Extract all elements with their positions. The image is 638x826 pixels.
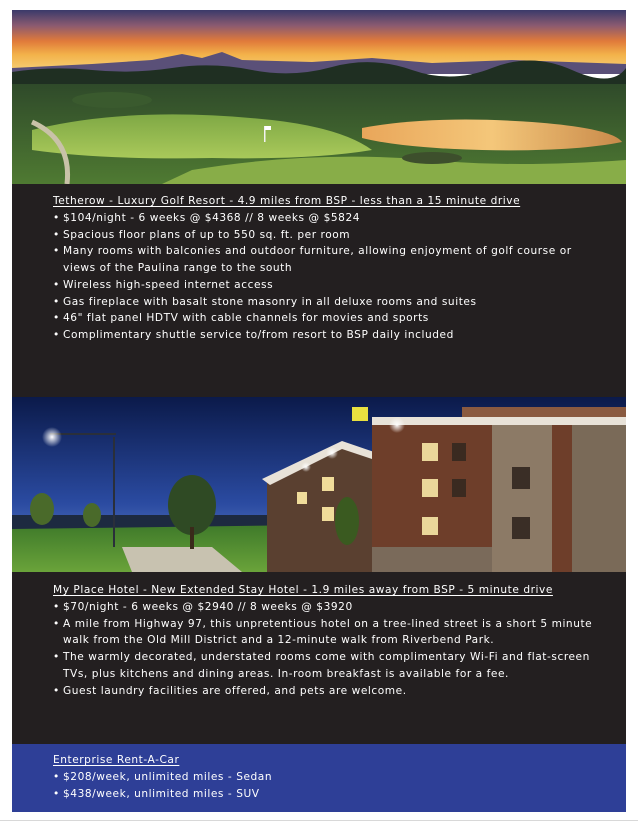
resort-bullet: • Spacious floor plans of up to 550 sq. ft. per room bbox=[53, 227, 593, 244]
resort-bullet: • Complimentary shuttle service to/from resort to BSP daily included bbox=[53, 327, 593, 344]
hotel-heading-link[interactable]: My Place Hotel - New Extended Stay Hotel - 1.9 miles away from BSP - 5 minute drive bbox=[53, 584, 553, 596]
resort-bullet: • Many rooms with balconies and outdoor furniture, allowing enjoyment of golf course or views of the Paulina range to the south bbox=[53, 243, 593, 276]
car-rental-heading-link[interactable]: Enterprise Rent-A-Car bbox=[53, 754, 180, 766]
resort-heading-link[interactable]: Tetherow - Luxury Golf Resort - 4.9 miles from BSP - less than a 15 minute drive bbox=[53, 195, 521, 207]
hotel-bullet: • Guest laundry facilities are offered, and pets are welcome. bbox=[53, 683, 593, 700]
car-rental-bullet: • $208/week, unlimited miles - Sedan bbox=[53, 769, 593, 786]
hotel-details bbox=[53, 582, 593, 699]
page-bottom-divider bbox=[0, 820, 638, 821]
car-rental-details bbox=[53, 752, 593, 802]
hotel-photo bbox=[12, 397, 626, 572]
hotel-bullet: • The warmly decorated, understated rooms come with complimentary Wi-Fi and flat-screen TVs, plus kitchens and dining areas. In-room breakfast is available for a fee. bbox=[53, 649, 593, 682]
resort-bullet-list bbox=[53, 210, 593, 344]
golf-resort-photo bbox=[12, 10, 626, 184]
resort-bullet: • Gas fireplace with basalt stone masonry in all deluxe rooms and suites bbox=[53, 294, 593, 311]
hotel-bullet-list bbox=[53, 599, 593, 699]
hotel-bullet: • $70/night - 6 weeks @ $2940 // 8 weeks @ $3920 bbox=[53, 599, 593, 616]
resort-details bbox=[53, 193, 593, 344]
resort-bullet: • 46" flat panel HDTV with cable channels for movies and sports bbox=[53, 310, 593, 327]
hotel-bullet: • A mile from Highway 97, this unpretentious hotel on a tree-lined street is a short 5 minute walk from the Old Mill District and a 12-minute walk from Riverbend Park. bbox=[53, 616, 593, 649]
car-rental-bullet: • $438/week, unlimited miles - SUV bbox=[53, 786, 593, 803]
resort-bullet: • Wireless high-speed internet access bbox=[53, 277, 593, 294]
resort-bullet: • $104/night - 6 weeks @ $4368 // 8 weeks @ $5824 bbox=[53, 210, 593, 227]
car-rental-bullet-list bbox=[53, 769, 593, 802]
